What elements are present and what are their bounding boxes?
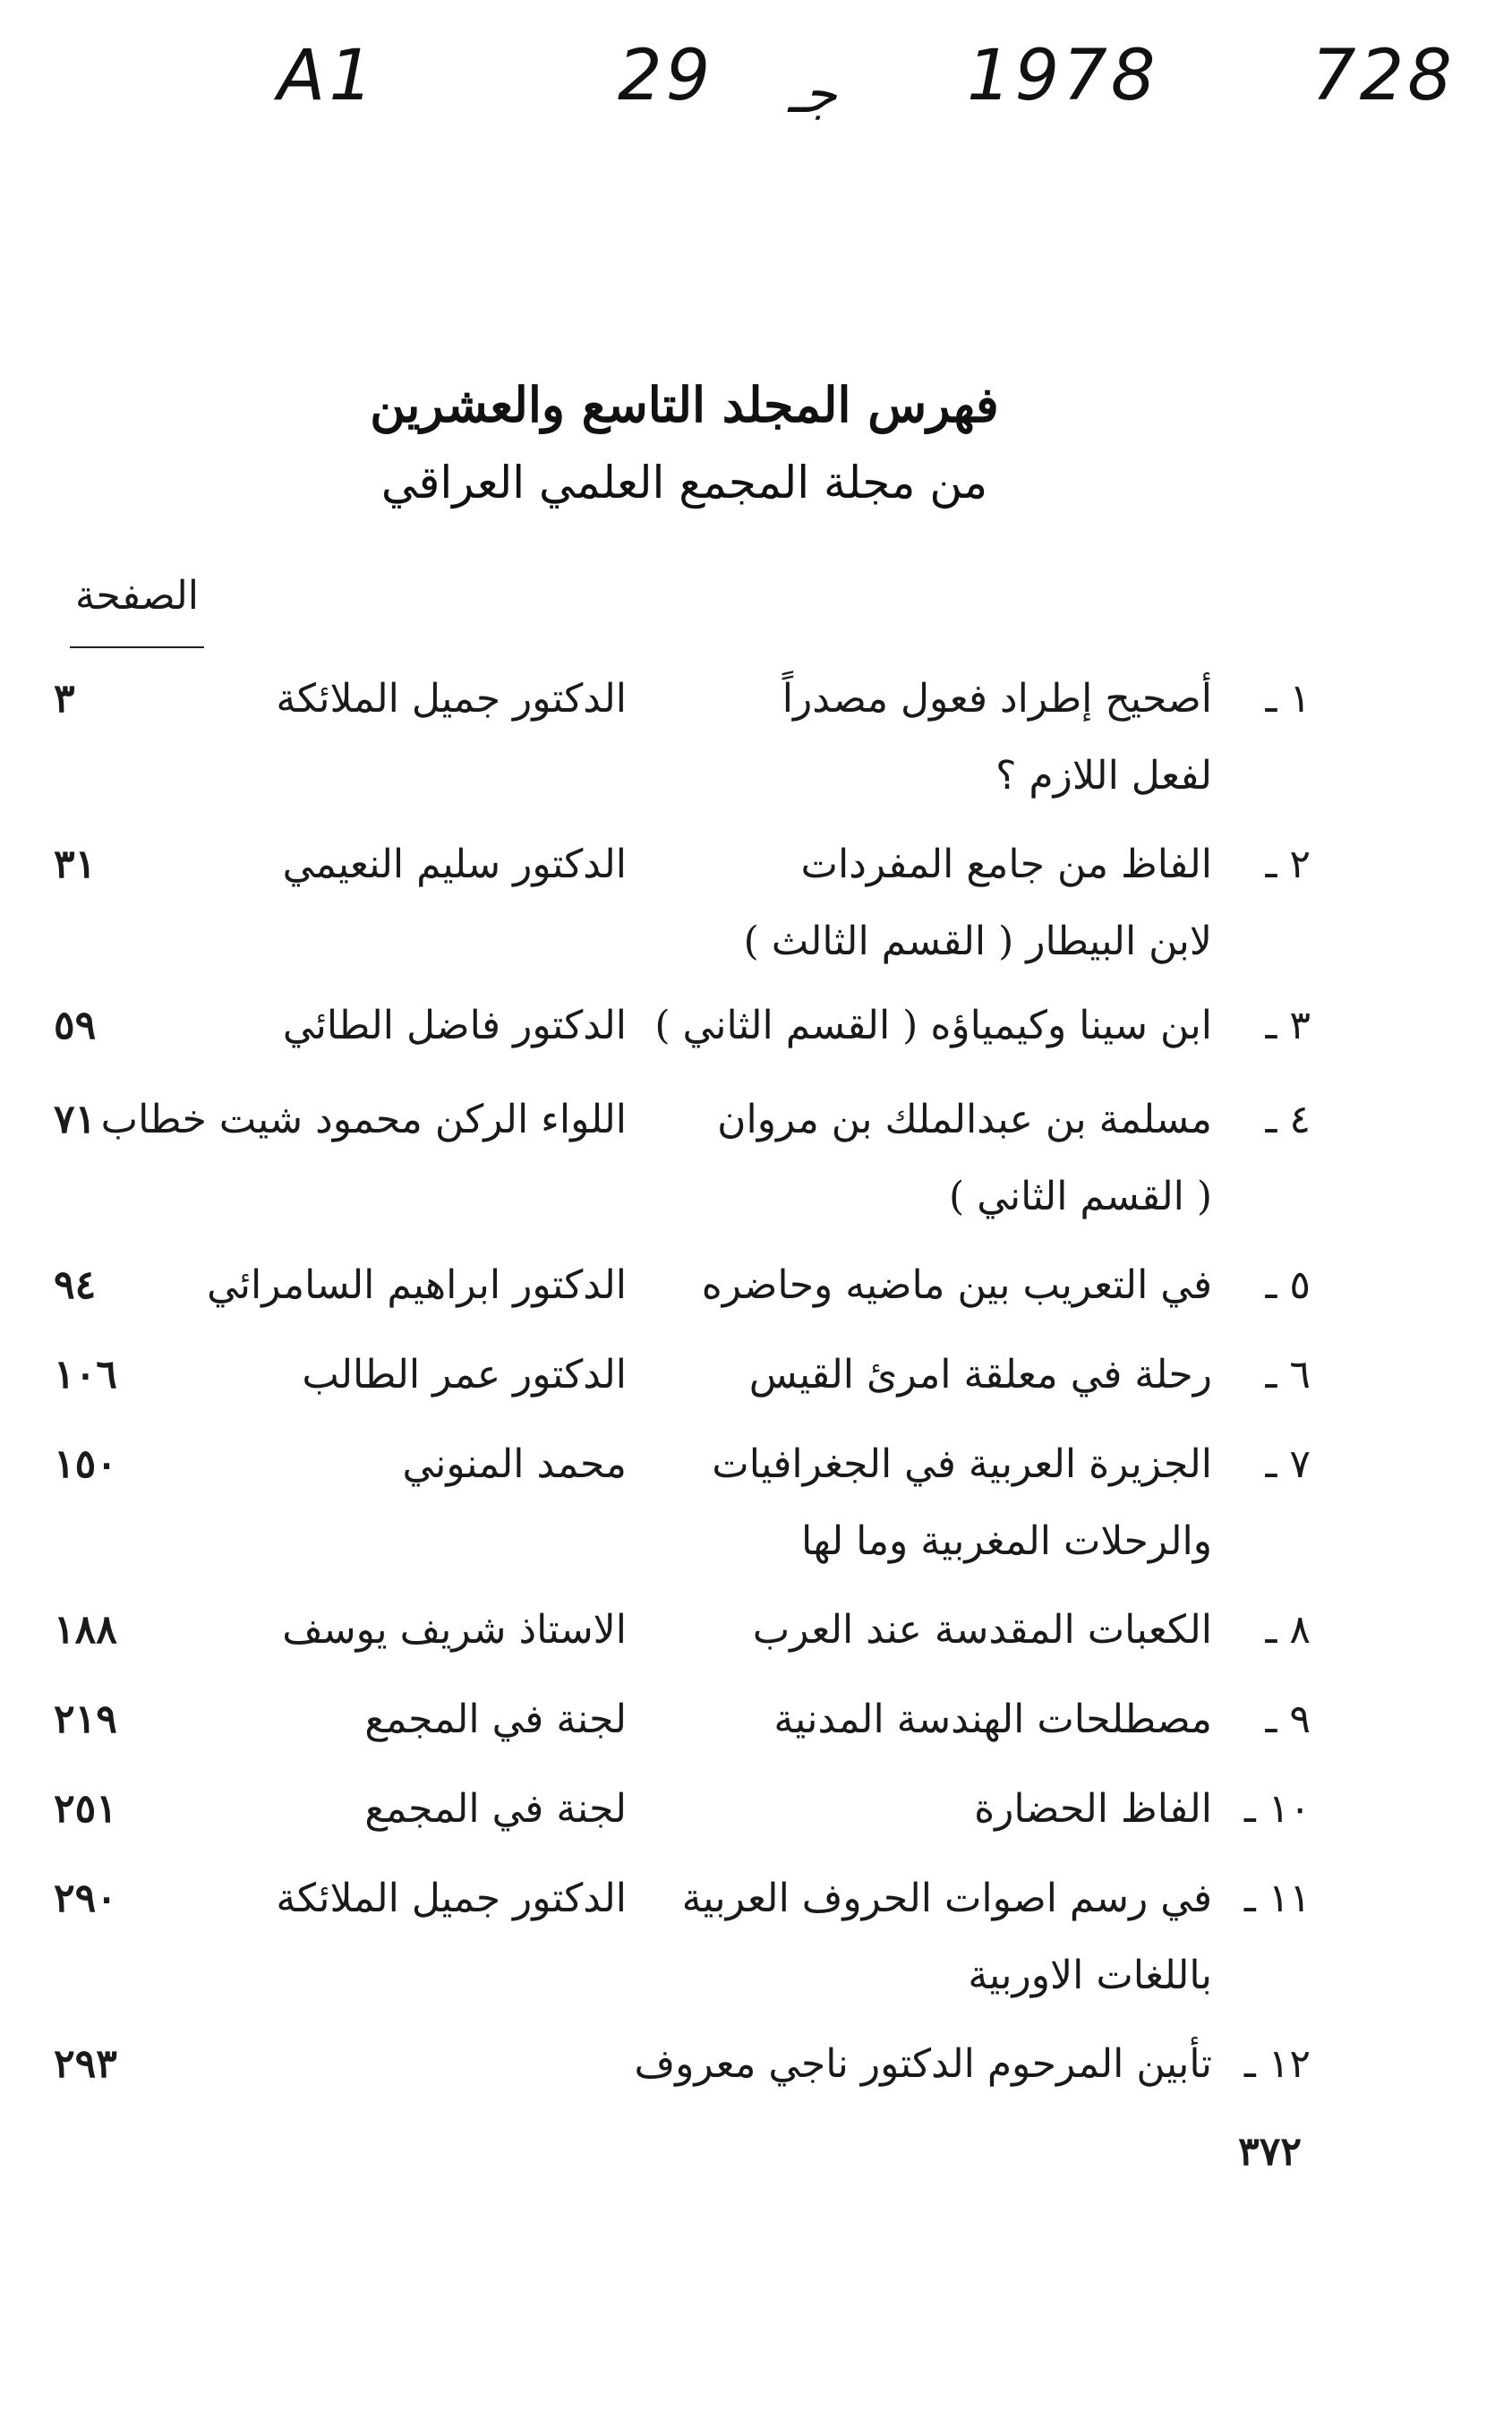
handwritten-volume-code: A1 — [278, 36, 377, 116]
entry-title-line: رحلة في معلقة امرئ القيس — [748, 1352, 1212, 1398]
entry-author: الاستاذ شريف يوسف — [282, 1607, 627, 1653]
entry-number: ٧ ـ — [1265, 1441, 1311, 1487]
entry-page-number: ٣١ — [54, 842, 97, 887]
entry-number: ٢ ـ — [1265, 842, 1311, 887]
entry-title-line: ابن سينا وكيمياؤه ( القسم الثاني ) — [654, 1003, 1212, 1048]
entry-number: ١١ ـ — [1243, 1876, 1311, 1921]
page-title: فهرس المجلد التاسع والعشرين — [370, 376, 999, 433]
entry-number: ٥ ـ — [1265, 1262, 1311, 1308]
entry-title-line: مسلمة بن عبدالملك بن مروان — [717, 1097, 1212, 1142]
entry-page-number: ١٥٠ — [54, 1441, 117, 1487]
entry-author: الدكتور جميل الملائكة — [276, 1876, 627, 1921]
entry-title-line: مصطلحات الهندسة المدنية — [773, 1697, 1212, 1742]
page-subtitle: من مجلة المجمع العلمي العراقي — [380, 457, 988, 509]
page-column-label: الصفحة — [74, 573, 200, 619]
entry-author: الدكتور سليم النعيمي — [282, 842, 627, 887]
entry-author: اللواء الركن محمود شيت خطاب — [100, 1097, 627, 1142]
entry-author: محمد المنوني — [402, 1441, 627, 1487]
footer-page-number: ٣٧٢ — [1238, 2129, 1302, 2175]
entry-page-number: ٢٥١ — [54, 1786, 117, 1832]
entry-title-line: في رسم اصوات الحروف العربية — [681, 1876, 1212, 1921]
entry-author: الدكتور ابراهيم السامرائي — [207, 1262, 627, 1308]
entry-title-line: في التعريب بين ماضيه وحاضره — [701, 1262, 1212, 1308]
entry-number: ٩ ـ — [1265, 1697, 1311, 1742]
handwritten-part-number: 29 — [618, 36, 714, 116]
entry-title-line: الجزيرة العربية في الجغرافيات — [712, 1441, 1212, 1487]
entry-title-line: باللغات الاوربية — [968, 1953, 1212, 1998]
entry-page-number: ٢٩٠ — [54, 1876, 117, 1921]
entry-page-number: ٢١٩ — [54, 1697, 117, 1742]
entry-page-number: ٢٩٣ — [54, 2041, 117, 2087]
entry-number: ٦ ـ — [1265, 1352, 1311, 1398]
entry-author: الدكتور جميل الملائكة — [276, 676, 627, 722]
entry-title-line: الفاظ الحضارة — [974, 1786, 1212, 1832]
entry-author: لجنة في المجمع — [364, 1786, 627, 1832]
entry-title-line: لفعل اللازم ؟ — [995, 753, 1212, 799]
entry-page-number: ١٠٦ — [54, 1352, 117, 1398]
entry-page-number: ١٨٨ — [54, 1607, 117, 1653]
entry-page-number: ٣ — [54, 676, 75, 722]
entry-title-line: أصحيح إطراد فعول مصدراً — [782, 676, 1212, 722]
handwritten-year: 1978 — [967, 36, 1159, 116]
entry-page-number: ٧١ — [54, 1097, 97, 1142]
entry-page-number: ٥٩ — [54, 1003, 97, 1048]
entry-title-line: والرحلات المغربية وما لها — [801, 1518, 1212, 1564]
entry-title-line: لابن البيطار ( القسم الثالث ) — [743, 919, 1212, 964]
entry-author: لجنة في المجمع — [364, 1697, 627, 1742]
entry-page-number: ٩٤ — [54, 1262, 97, 1308]
entry-title-line: الكعبات المقدسة عند العرب — [752, 1607, 1212, 1653]
entry-number: ٨ ـ — [1265, 1607, 1311, 1653]
entry-number: ١٢ ـ — [1243, 2041, 1311, 2087]
handwritten-reference: 728 — [1311, 36, 1456, 116]
entry-number: ٣ ـ — [1265, 1003, 1311, 1048]
handwritten-part-abbrev: جـ — [788, 63, 837, 125]
entry-author: الدكتور عمر الطالب — [302, 1352, 627, 1398]
entry-number: ٤ ـ — [1265, 1097, 1311, 1142]
entry-title-line: تأبين المرحوم الدكتور ناجي معروف — [634, 2041, 1212, 2087]
entry-number: ١ ـ — [1265, 676, 1311, 722]
entry-number: ١٠ ـ — [1243, 1786, 1311, 1832]
entry-author: الدكتور فاضل الطائي — [282, 1003, 627, 1048]
entry-title-line: ( القسم الثاني ) — [949, 1174, 1212, 1219]
entry-title-line: الفاظ من جامع المفردات — [800, 842, 1212, 887]
